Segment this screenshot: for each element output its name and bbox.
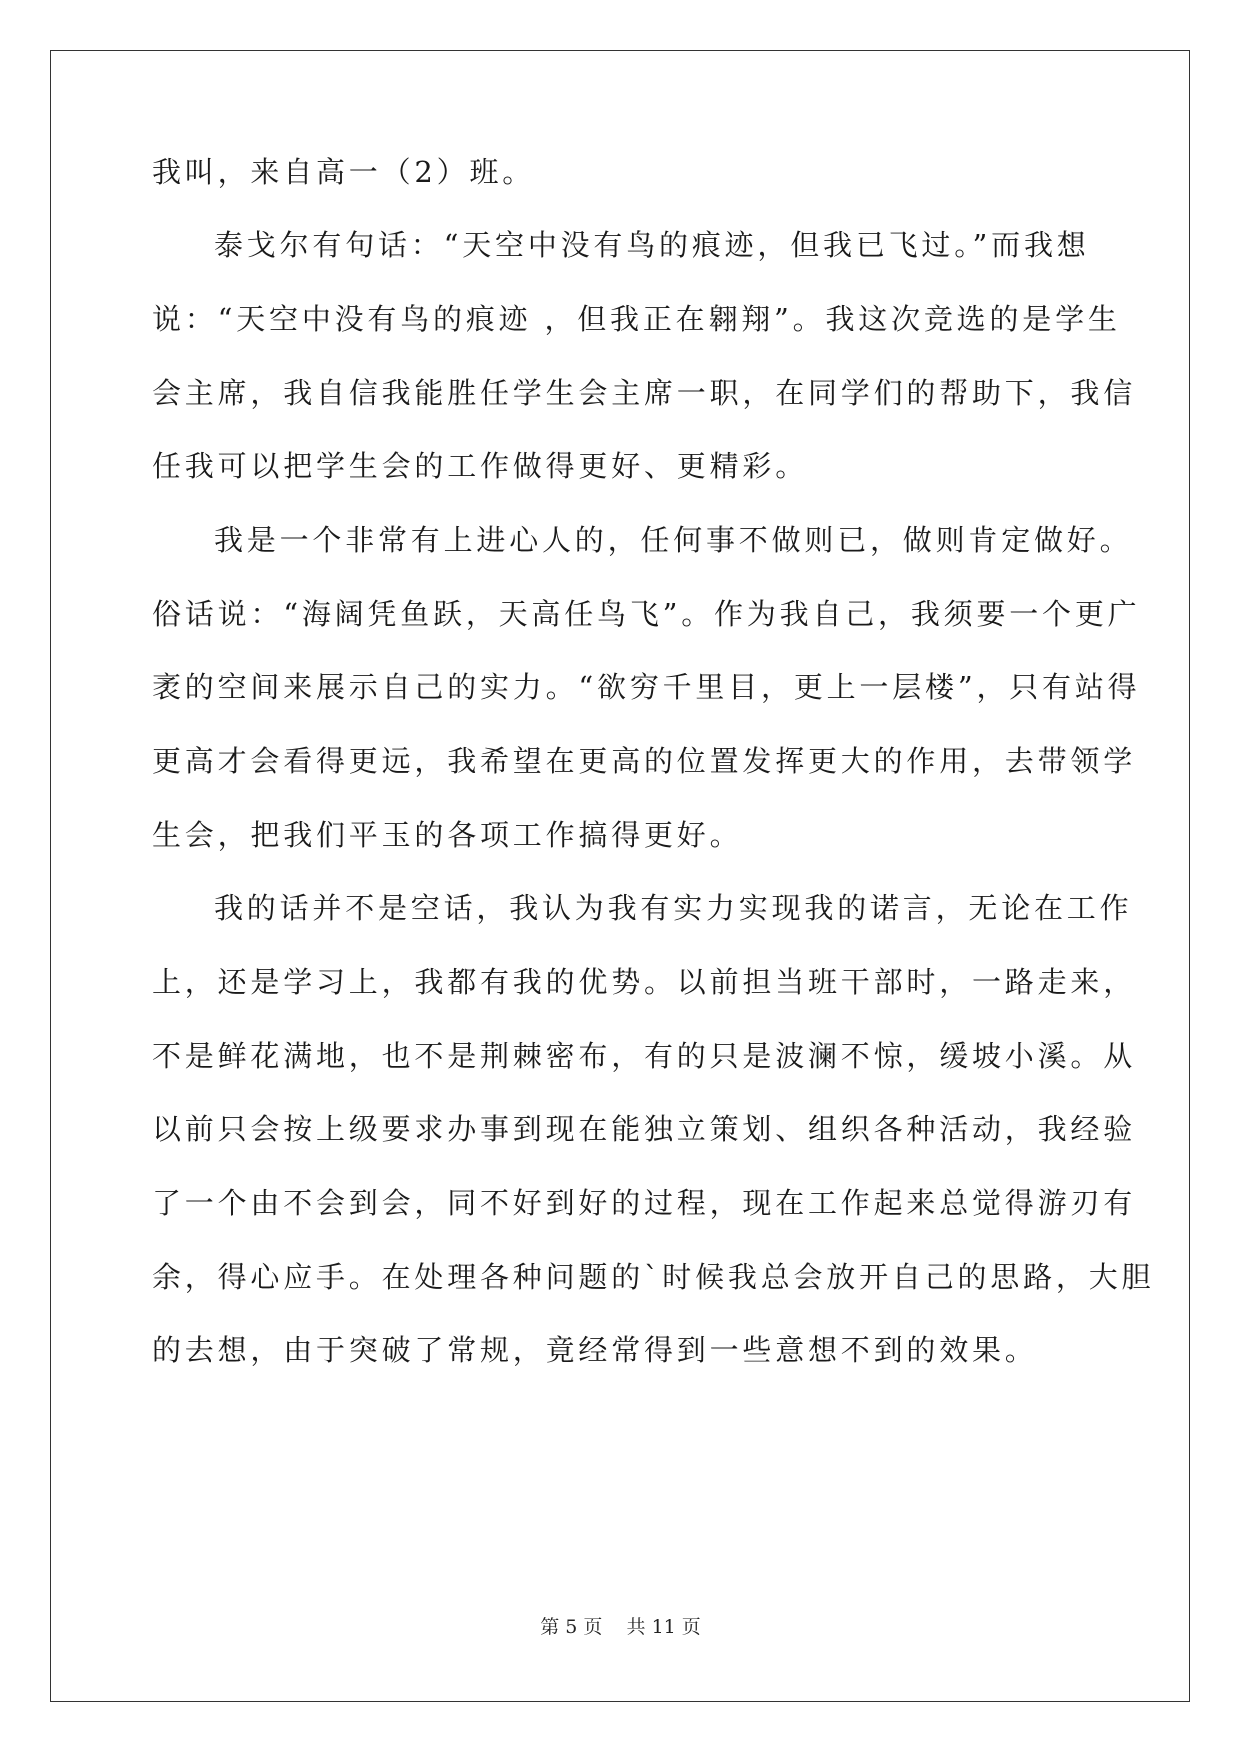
page-number: 第 5 页 共 11 页 <box>540 1616 701 1638</box>
text-line: 袤的空间来展示自己的实力。“欲穷千里目，更上一层楼”，只有站得 <box>152 670 1141 704</box>
text-line: 我的话并不是空话，我认为我有实力实现我的诺言，无论在工作 <box>214 891 1133 925</box>
text-line: 说：“天空中没有鸟的痕迹 ，但我正在翱翔”。我这次竞选的是学生 <box>152 302 1121 336</box>
text-line: 余，得心应手。在处理各种问题的`时候我总会放开自己的思路，大胆 <box>152 1260 1155 1294</box>
text-line: 泰戈尔有句话：“天空中没有鸟的痕迹，但我已飞过。”而我想 <box>214 228 1090 262</box>
text-line: 上，还是学习上，我都有我的优势。以前担当班干部时，一路走来， <box>152 965 1137 999</box>
text-line: 我是一个非常有上进心人的，任何事不做则已，做则肯定做好。 <box>214 523 1133 557</box>
text-line: 生会，把我们平玉的各项工作搞得更好。 <box>152 818 743 852</box>
text-line: 以前只会按上级要求办事到现在能独立策划、组织各种活动，我经验 <box>152 1112 1137 1146</box>
text-line: 会主席，我自信我能胜任学生会主席一职，在同学们的帮助下，我信 <box>152 376 1137 410</box>
text-line: 更高才会看得更远，我希望在更高的位置发挥更大的作用，去带领学 <box>152 744 1137 778</box>
text-line: 的去想，由于突破了常规，竟经常得到一些意想不到的效果。 <box>152 1333 1038 1367</box>
text-line: 任我可以把学生会的工作做得更好、更精彩。 <box>152 449 809 483</box>
text-line: 我叫，来自高一（2）班。 <box>152 155 536 189</box>
page-border <box>50 50 1190 1702</box>
text-line: 俗话说：“海阔凭鱼跃，天高任鸟飞”。作为我自己，我须要一个更广 <box>152 597 1141 631</box>
text-line: 不是鲜花满地，也不是荆棘密布，有的只是波澜不惊，缓坡小溪。从 <box>152 1039 1137 1073</box>
text-line: 了一个由不会到会，同不好到好的过程，现在工作起来总觉得游刃有 <box>152 1186 1137 1220</box>
